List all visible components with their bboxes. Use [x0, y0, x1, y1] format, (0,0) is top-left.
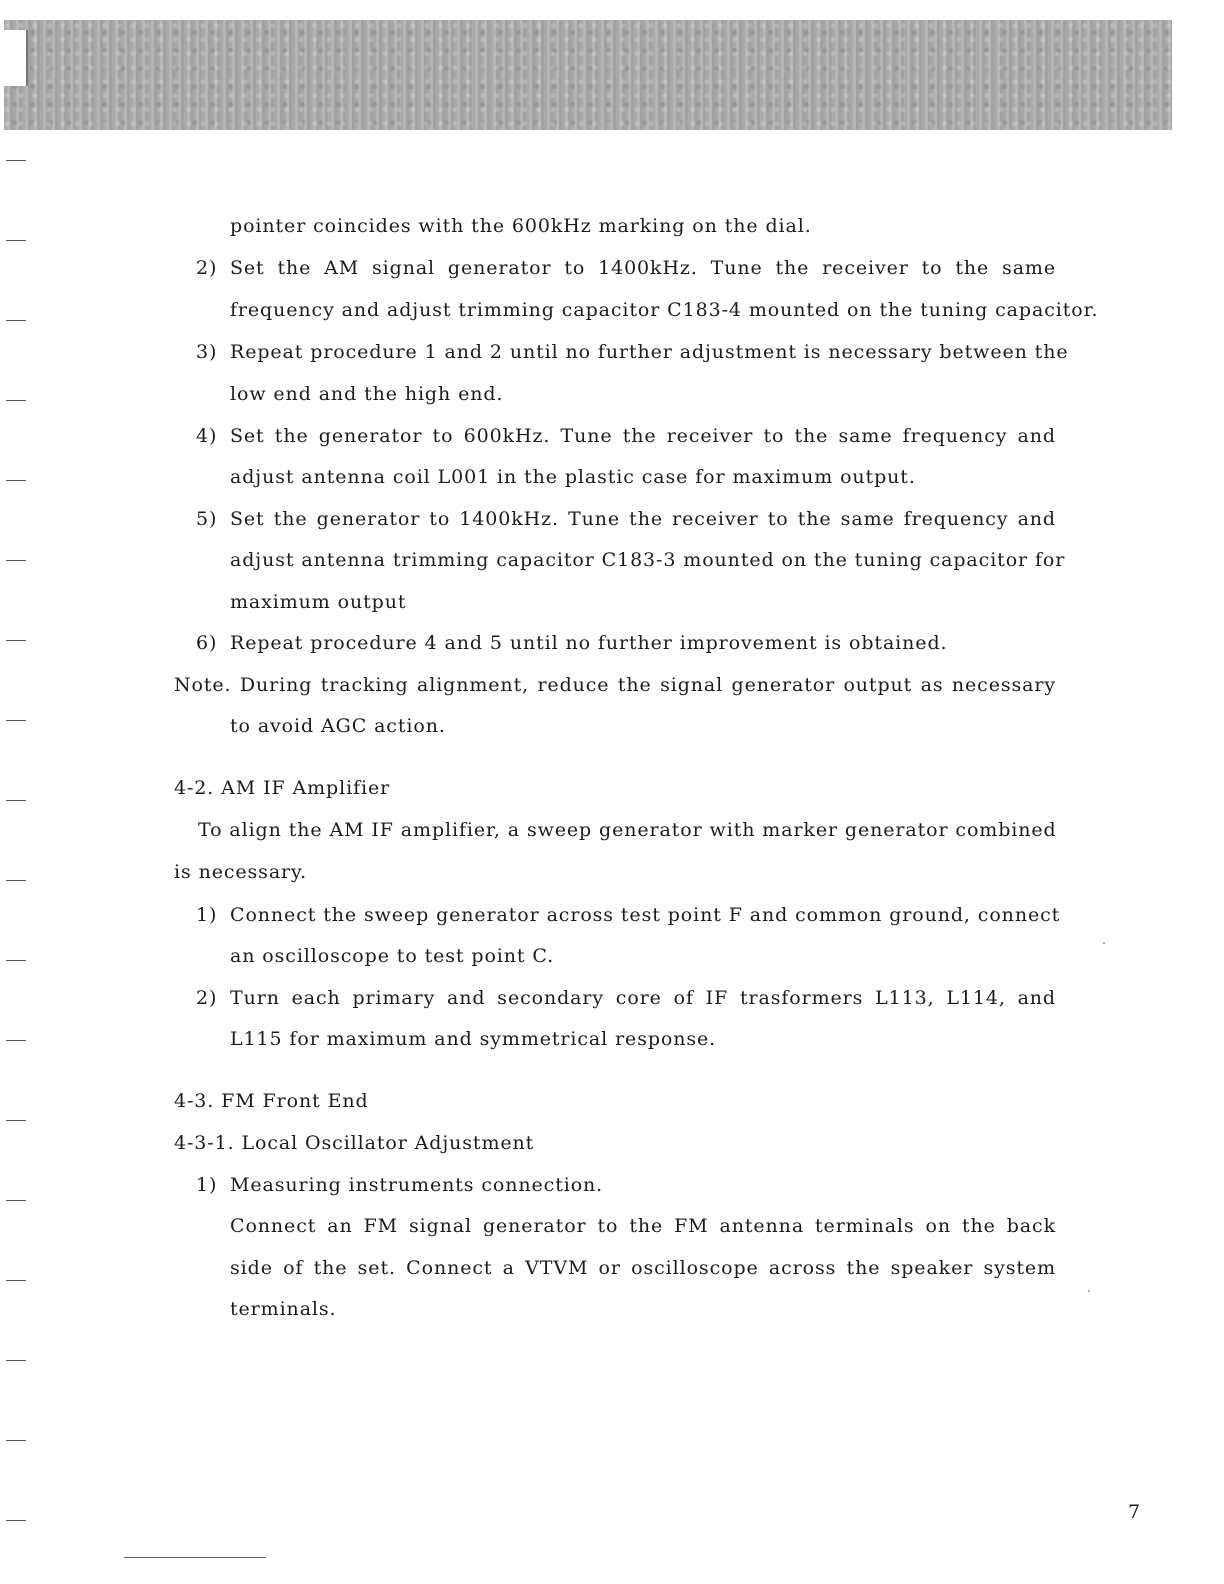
- list-item: [196, 507, 1056, 531]
- margin-tick: [6, 240, 26, 241]
- bottom-rule: [124, 1557, 266, 1558]
- margin-tick: [6, 160, 26, 161]
- list-item: [196, 986, 1056, 1010]
- list-item-text: Set the generator to 600kHz. Tune the receiver to the same frequency and: [230, 425, 1056, 447]
- list-item-text: Set the AM signal generator to 1400kHz. Tune the receiver to the same: [230, 257, 1056, 279]
- text-line: pointer coincides with the 600kHz marking on the dial.: [230, 215, 812, 237]
- list-item: [196, 424, 1056, 448]
- list-item-text: Set the generator to 1400kHz. Tune the receiver to the same frequency and: [230, 508, 1056, 530]
- subsection-heading: 4-3-1. Local Oscillator Adjustment: [174, 1132, 535, 1154]
- text-line: Connect an FM signal generator to the FM antenna terminals on the back: [230, 1215, 1056, 1237]
- list-item-text: Repeat procedure 4 and 5 until no further improvement is obtained.: [230, 632, 948, 654]
- header-tab-marker: [0, 30, 28, 86]
- margin-tick: [6, 960, 26, 961]
- list-item-text: Connect the sweep generator across test point F and common ground, connect: [230, 904, 1061, 926]
- margin-tick: [6, 1200, 26, 1201]
- margin-tick: [6, 800, 26, 801]
- list-number: 5): [196, 508, 218, 530]
- list-item-text: Repeat procedure 1 and 2 until no further adjustment is necessary between the: [230, 341, 1069, 363]
- margin-tick: [6, 1040, 26, 1041]
- text-line: adjust antenna trimming capacitor C183-3 mounted on the tuning capacitor for: [230, 549, 1066, 571]
- list-item-text: Turn each primary and secondary core of IF trasformers L113, L114, and: [230, 987, 1056, 1009]
- list-number: 4): [196, 425, 218, 447]
- list-number: 1): [196, 904, 218, 926]
- header-band: [4, 20, 1172, 130]
- text-line: low end and the high end.: [230, 383, 504, 405]
- paragraph-line: is necessary.: [174, 861, 308, 883]
- margin-tick: [6, 480, 26, 481]
- text-line: maximum output: [230, 591, 407, 613]
- text-line: adjust antenna coil L001 in the plastic case for maximum output.: [230, 466, 916, 488]
- text-line: terminals.: [230, 1298, 337, 1320]
- margin-tick: [6, 880, 26, 881]
- list-number: 3): [196, 341, 218, 363]
- section-heading: 4-3. FM Front End: [174, 1090, 369, 1112]
- margin-tick: [6, 1440, 26, 1441]
- section-heading: 4-2. AM IF Amplifier: [174, 777, 391, 799]
- margin-tick: [6, 720, 26, 721]
- margin-tick: [6, 320, 26, 321]
- list-item: [196, 256, 1056, 280]
- list-item: [196, 340, 1069, 364]
- margin-tick: [6, 1520, 26, 1521]
- margin-tick: [6, 640, 26, 641]
- margin-tick: [6, 1280, 26, 1281]
- scan-speck: [1103, 942, 1105, 944]
- margin-tick: [6, 1120, 26, 1121]
- paragraph-line: To align the AM IF amplifier, a sweep generator with marker generator combined: [198, 819, 1057, 841]
- list-number: 6): [196, 632, 218, 654]
- list-item: [196, 903, 1061, 927]
- margin-tick: [6, 400, 26, 401]
- list-item: [196, 1173, 604, 1197]
- list-number: 2): [196, 987, 218, 1009]
- note-line: Note. During tracking alignment, reduce the signal generator output as necessary: [174, 674, 1056, 696]
- list-item: [196, 631, 948, 655]
- text-line: frequency and adjust trimming capacitor C183-4 mounted on the tuning capacitor.: [230, 299, 1099, 321]
- list-number: 1): [196, 1174, 218, 1196]
- scan-speck: [1088, 1290, 1090, 1292]
- margin-tick: [6, 560, 26, 561]
- list-number: 2): [196, 257, 218, 279]
- text-line: to avoid AGC action.: [230, 715, 446, 737]
- text-line: L115 for maximum and symmetrical response.: [230, 1028, 717, 1050]
- text-line: side of the set. Connect a VTVM or oscilloscope across the speaker system: [230, 1257, 1056, 1279]
- page-number: 7: [1128, 1501, 1141, 1523]
- list-item-text: Measuring instruments connection.: [230, 1174, 604, 1196]
- margin-tick: [6, 1360, 26, 1361]
- text-line: an oscilloscope to test point C.: [230, 945, 555, 967]
